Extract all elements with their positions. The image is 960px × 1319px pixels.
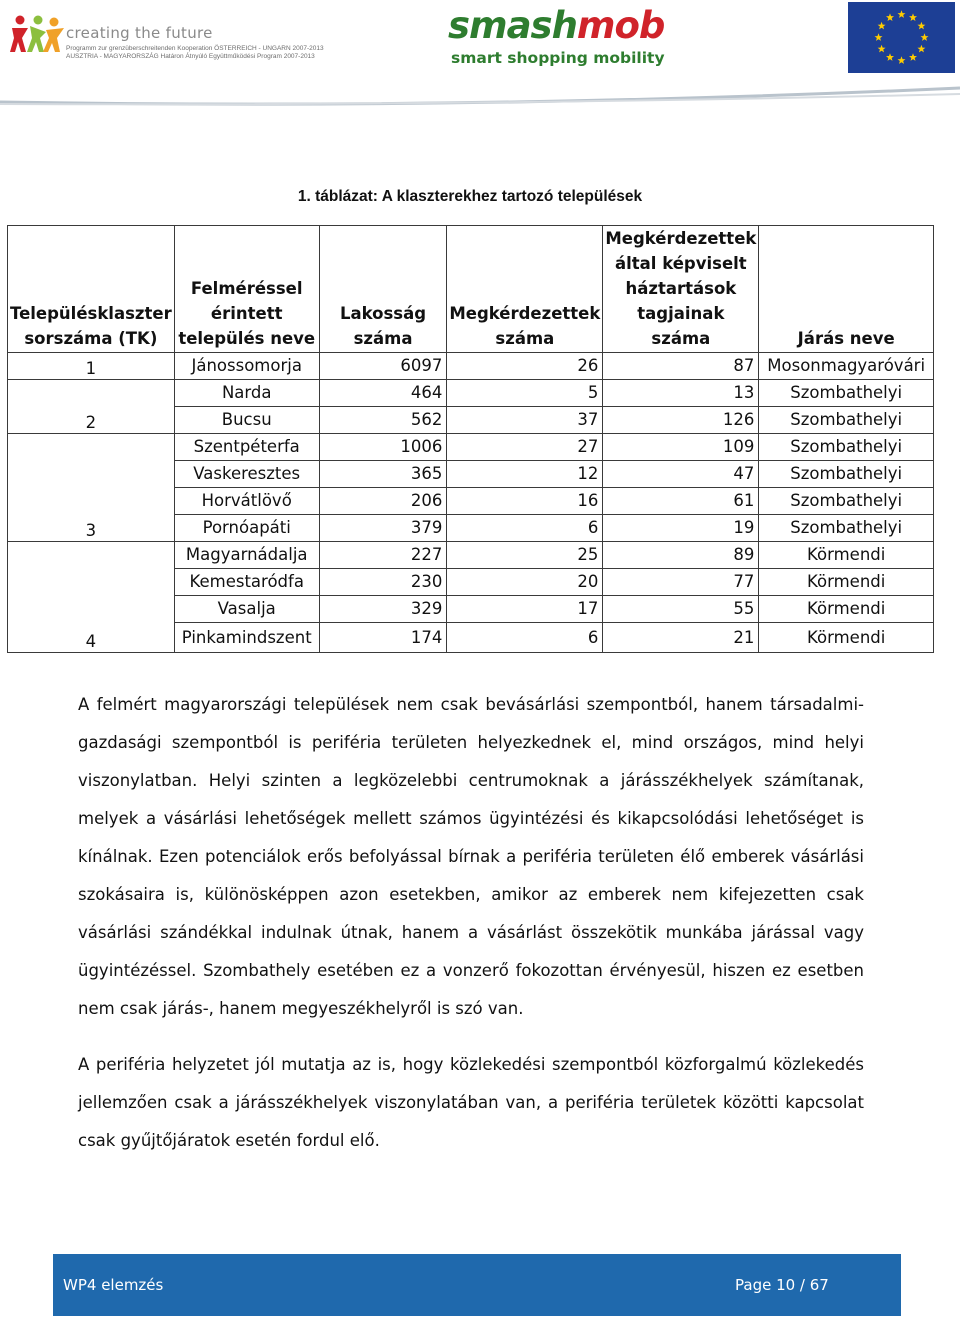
population-cell: 365: [319, 461, 447, 488]
respondents-cell: 6: [447, 515, 603, 542]
cluster-number-cell: 4: [8, 542, 175, 653]
page-footer: [53, 1254, 901, 1316]
header-population: Lakosság száma: [319, 226, 447, 353]
settlement-name-cell: Kemestaródfa: [174, 569, 319, 596]
settlement-name-cell: Vaskeresztes: [174, 461, 319, 488]
creating-the-future-logo: [10, 14, 330, 74]
population-cell: 6097: [319, 353, 447, 380]
footer-document-label: WP4 elemzés: [63, 1276, 164, 1294]
smashmob-wordmark-red: mob: [576, 4, 665, 47]
district-cell: Szombathelyi: [759, 407, 934, 434]
ctf-program-line-1: Programm zur grenzüberschreitenden Kooperation ÖSTERREICH - UNGARN 2007-2013: [66, 45, 324, 52]
district-cell: Szombathelyi: [759, 380, 934, 407]
smashmob-tagline: smart shopping mobility: [451, 49, 665, 67]
settlement-name-cell: Vasalja: [174, 596, 319, 623]
header-household-members: Megkérdezettek által képviselt háztartások tagjainak száma: [603, 226, 759, 353]
cluster-number-cell: 3: [8, 434, 175, 542]
settlement-name-cell: Jánossomorja: [174, 353, 319, 380]
table-row: [8, 380, 934, 407]
household-members-cell: 13: [603, 380, 759, 407]
smashmob-wordmark: [448, 6, 668, 46]
clusters-table: [7, 225, 934, 653]
respondents-cell: 25: [447, 542, 603, 569]
ctf-title: creating the future: [66, 24, 213, 42]
population-cell: 562: [319, 407, 447, 434]
settlement-name-cell: Magyarnádalja: [174, 542, 319, 569]
cluster-number-cell: 1: [8, 353, 175, 380]
smashmob-logo: [448, 6, 668, 76]
population-cell: 174: [319, 623, 447, 653]
header-cluster-number: Településklaszter sorszáma (TK): [8, 226, 175, 353]
district-cell: Mosonmagyaróvári: [759, 353, 934, 380]
respondents-cell: 5: [447, 380, 603, 407]
table-caption: 1. táblázat: A klaszterekhez tartozó települések: [297, 188, 643, 205]
respondents-cell: 16: [447, 488, 603, 515]
table-row: [8, 434, 934, 461]
household-members-cell: 21: [603, 623, 759, 653]
population-cell: 227: [319, 542, 447, 569]
household-members-cell: 109: [603, 434, 759, 461]
paragraph-periphery-shopping: A felmért magyarországi települések nem csak bevásárlási szempontból, hanem társadalmi-gazdasági szempontból is periféria területen helyezkednek el, mind országos, mind helyi viszonylatban. Helyi szinten a legközelebbi centrumoknak a járásszékhelyek számítanak, melyek a vásárlási lehetőségek mellett számos ügyintézési és kikapcsolódási lehetőséget is kínálnak. Ezen potenciálok erős befolyással bírnak a periféria területen élő emberek vásárlási szokásaira is, különösképpen azon esetekben, amikor az emberek nem kifejezetten csak vásárlási szándékkal indulnak útnak, hanem a vásárlást összekötik munkába járással vagy ügyintézéssel. Szombathely esetében ez a vonzerő fokozottan érvényesül, hiszen ez esetben nem csak járás-, hanem megyeszékhelyről is szó van.: [78, 695, 864, 1018]
table-row: [8, 542, 934, 569]
population-cell: 464: [319, 380, 447, 407]
population-cell: 206: [319, 488, 447, 515]
paragraph-periphery-transport: A periféria helyzetet jól mutatja az is, hogy közlekedési szempontból közforgalmú közlekedés jellemzően csak a járásszékhelyek viszonylatában van, a periféria területek közötti kapcsolat csak gyűjtőjáratok esetén fordul elő.: [78, 1055, 864, 1150]
settlement-name-cell: Horvátlövő: [174, 488, 319, 515]
population-cell: 1006: [319, 434, 447, 461]
district-cell: Szombathelyi: [759, 515, 934, 542]
district-cell: Körmendi: [759, 542, 934, 569]
cluster-number-cell: 2: [8, 380, 175, 434]
population-cell: 379: [319, 515, 447, 542]
page-header: [0, 0, 960, 110]
respondents-cell: 37: [447, 407, 603, 434]
settlement-name-cell: Bucsu: [174, 407, 319, 434]
respondents-cell: 27: [447, 434, 603, 461]
district-cell: Körmendi: [759, 596, 934, 623]
household-members-cell: 87: [603, 353, 759, 380]
household-members-cell: 55: [603, 596, 759, 623]
respondents-cell: 20: [447, 569, 603, 596]
respondents-cell: 12: [447, 461, 603, 488]
settlement-name-cell: Pornóapáti: [174, 515, 319, 542]
settlement-name-cell: Pinkamindszent: [174, 623, 319, 653]
smashmob-wordmark-green: smash: [448, 4, 577, 47]
household-members-cell: 19: [603, 515, 759, 542]
district-cell: Szombathelyi: [759, 461, 934, 488]
header-respondents: Megkérdezettek száma: [447, 226, 603, 353]
population-cell: 329: [319, 596, 447, 623]
household-members-cell: 89: [603, 542, 759, 569]
table-header-row: [8, 226, 934, 353]
district-cell: Körmendi: [759, 569, 934, 596]
settlement-name-cell: Szentpéterfa: [174, 434, 319, 461]
header-district: Járás neve: [759, 226, 934, 353]
table-row: [8, 353, 934, 380]
household-members-cell: 47: [603, 461, 759, 488]
household-members-cell: 77: [603, 569, 759, 596]
footer-page-number: Page 10 / 67: [735, 1276, 829, 1294]
respondents-cell: 26: [447, 353, 603, 380]
people-figures-icon: [10, 14, 70, 58]
household-members-cell: 126: [603, 407, 759, 434]
header-swoosh-divider: [0, 84, 960, 108]
settlement-name-cell: Narda: [174, 380, 319, 407]
district-cell: Körmendi: [759, 623, 934, 653]
respondents-cell: 17: [447, 596, 603, 623]
respondents-cell: 6: [447, 623, 603, 653]
district-cell: Szombathelyi: [759, 434, 934, 461]
header-settlement-name: Felméréssel érintett település neve: [174, 226, 319, 353]
ctf-program-line-2: AUSZTRIA - MAGYARORSZÁG Határon Átnyúló Együttműködési Program 2007-2013: [66, 53, 315, 60]
household-members-cell: 61: [603, 488, 759, 515]
district-cell: Szombathelyi: [759, 488, 934, 515]
population-cell: 230: [319, 569, 447, 596]
eu-flag-icon: [848, 2, 955, 73]
